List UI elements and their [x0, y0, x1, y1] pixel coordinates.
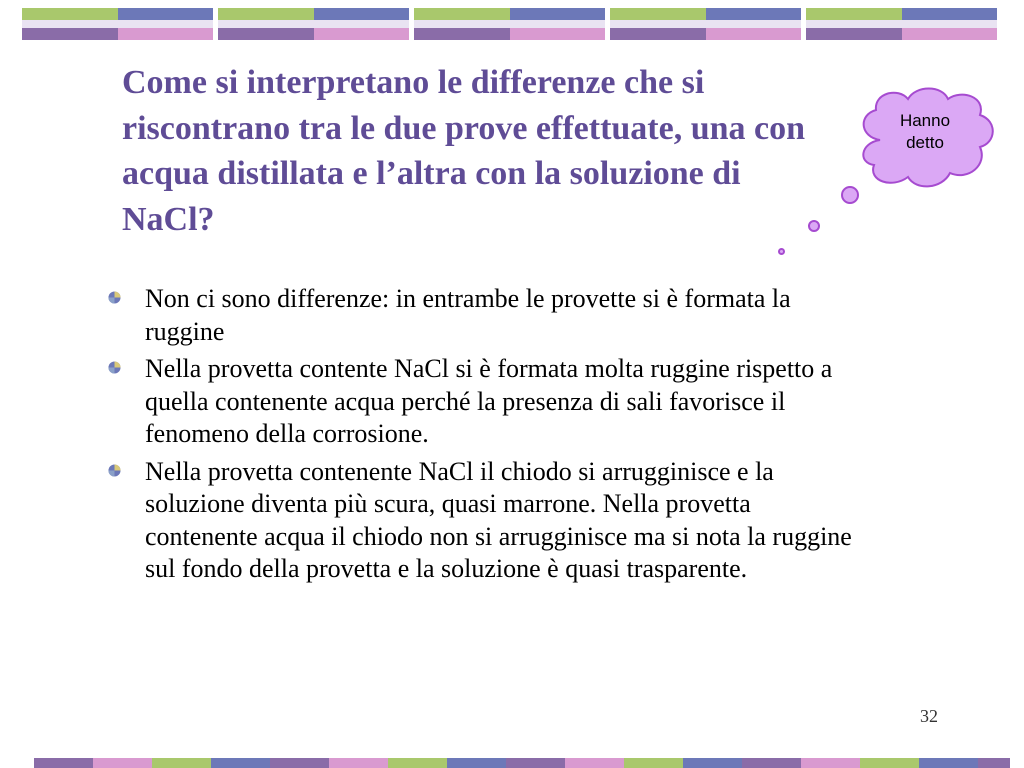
band-segment	[506, 758, 565, 768]
thought-dot-large	[841, 186, 859, 204]
band-segment-pink	[510, 28, 605, 40]
bullet-list	[108, 283, 868, 591]
band-segment	[93, 758, 152, 768]
band-segment	[270, 758, 329, 768]
band-segment	[211, 758, 270, 768]
bullet-item	[108, 283, 868, 348]
band-segment-blue	[706, 8, 801, 20]
band-segment-blue	[902, 8, 997, 20]
bullet-sphere-icon	[108, 361, 121, 374]
band-segment-light	[414, 20, 605, 28]
band-segment	[978, 758, 1010, 768]
bullet-item	[108, 456, 868, 586]
band-segment	[919, 758, 978, 768]
band-segment	[152, 758, 211, 768]
band-segment-purple	[218, 28, 314, 40]
band-segment	[447, 758, 506, 768]
bullet-text: Non ci sono differenze: in entrambe le provette si è formata la ruggine	[145, 284, 791, 346]
band-segment-purple	[806, 28, 902, 40]
band-segment-light	[610, 20, 801, 28]
top-decorative-band	[0, 0, 1024, 52]
band-segment	[801, 758, 860, 768]
thought-dot-small	[778, 248, 785, 255]
band-segment-green	[218, 8, 314, 20]
band-segment-blue	[510, 8, 605, 20]
band-segment-blue	[118, 8, 213, 20]
band-segment-light	[218, 20, 409, 28]
band-segment-light	[22, 20, 213, 28]
band-segment-pink	[706, 28, 801, 40]
band-segment	[34, 758, 93, 768]
band-segment-green	[610, 8, 706, 20]
thought-dot-medium	[808, 220, 820, 232]
band-segment-light	[806, 20, 997, 28]
band-segment-pink	[314, 28, 409, 40]
bottom-decorative-band	[0, 756, 1024, 768]
bullet-item	[108, 353, 868, 451]
page-number: 32	[920, 706, 938, 726]
band-segment	[742, 758, 801, 768]
bullet-text: Nella provetta contente NaCl si è formata molta ruggine rispetto a quella contenente acqua perché la presenza di sali favorisce il fenomeno della corrosione.	[145, 354, 833, 448]
band-segment-purple	[414, 28, 510, 40]
band-segment	[860, 758, 919, 768]
band-segment-purple	[610, 28, 706, 40]
band-segment-blue	[314, 8, 409, 20]
band-segment-purple	[22, 28, 118, 40]
band-segment-pink	[902, 28, 997, 40]
band-segment-green	[22, 8, 118, 20]
band-segment-green	[806, 8, 902, 20]
thought-bubble-text: Hanno detto	[899, 111, 951, 152]
band-segment	[683, 758, 742, 768]
bullet-text: Nella provetta contenente NaCl il chiodo si arrugginisce e la soluzione diventa più scura, quasi marrone. Nella provetta contenente acqua il chiodo non si arrugginisce ma si nota la ruggine sul fondo della provetta e la soluzione è quasi trasparente.	[145, 456, 852, 583]
band-segment	[388, 758, 447, 768]
band-segment	[624, 758, 683, 768]
band-segment-green	[414, 8, 510, 20]
slide-title: Come si interpretano le differenze che si riscontrano tra le due prove effettuate, una con acqua distillata e l’altra con la soluzione di NaCl?	[122, 64, 806, 238]
band-segment	[565, 758, 624, 768]
band-segment-pink	[118, 28, 213, 40]
band-segment	[329, 758, 388, 768]
bullet-sphere-icon	[108, 464, 121, 477]
bullet-sphere-icon	[108, 291, 121, 304]
